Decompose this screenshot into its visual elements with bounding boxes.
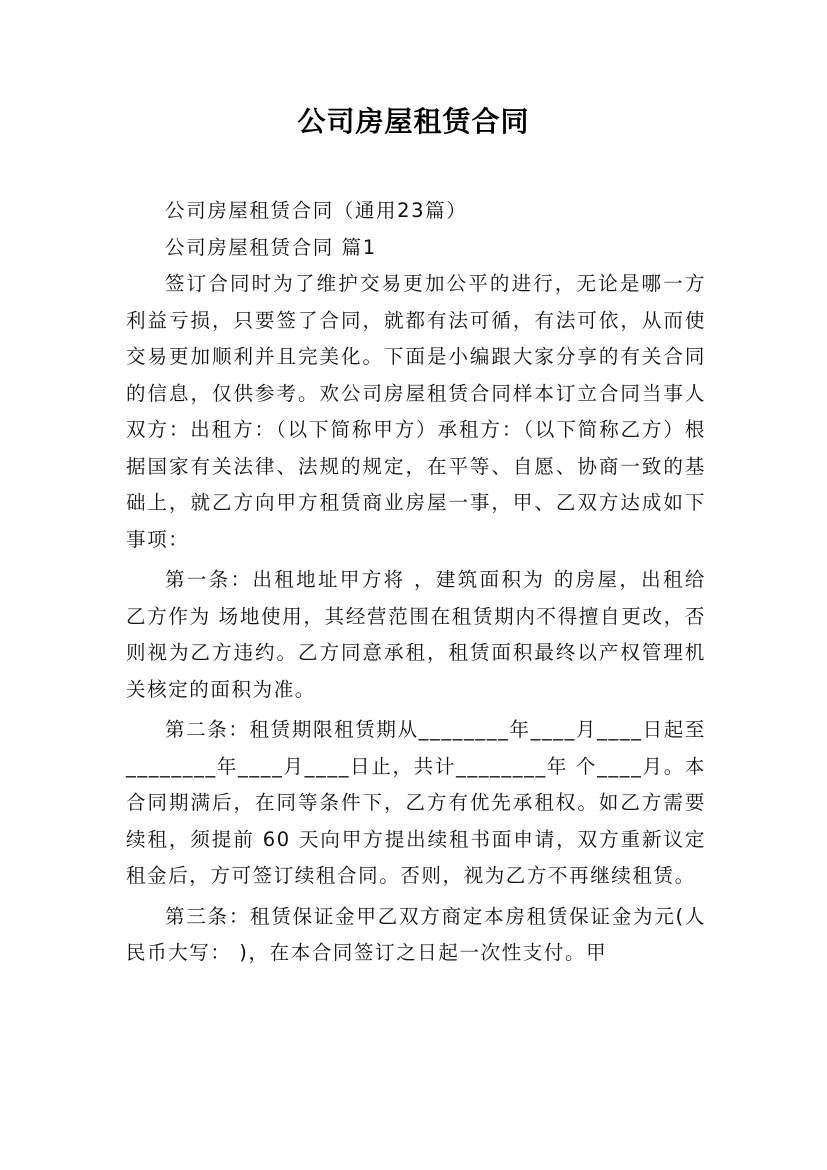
- document-body: [126, 193, 706, 972]
- collection-heading: 公司房屋租赁合同（通用23篇）: [165, 199, 468, 222]
- intro-paragraph: 签订合同时为了维护交易更加公平的进行，无论是哪一方利益亏损，只要签了合同，就都有法可循，有法可依，从而使交易更加顺利并且完美化。下面是小编跟大家分享的有关合同的信息，仅供参考。欢公司房屋租赁合同样本订立合同当事人双方：出租方：（以下简称甲方）承租方：（以下简称乙方）根据国家有关法律、法规的规定，在平等、自愿、协商一致的基础上，就乙方向甲方租赁商业房屋一事，甲、乙双方达成如下事项：: [126, 272, 706, 551]
- clause-3-paragraph: 第三条：租赁保证金甲乙双方商定本房租赁保证金为元(人民币大写： )，在本合同签订之日起一次性支付。甲: [126, 904, 706, 964]
- article-heading: 公司房屋租赁合同 篇1: [165, 235, 377, 259]
- clause-1-paragraph: 第一条：出租地址甲方将 ，建筑面积为 的房屋，出租给乙方作为 场地使用，其经营范围在租赁期内不得擅自更改，否则视为乙方违约。乙方同意承租，租赁面积最终以产权管理机关核定的面积为准。: [126, 568, 706, 701]
- clause-2-paragraph: 第二条：租赁期限租赁期从________年____月____日起至________年____月____日止，共计________年 个____月。本合同期满后，在同等条件下，乙方有优先承租权。如乙方需要续租，须提前 60 天向甲方提出续租书面申请，双方重新议定租金后，方可签订续租合同。否则，视为乙方不再继续租赁。: [126, 718, 706, 887]
- document-title: 公司房屋租赁合同: [297, 105, 530, 138]
